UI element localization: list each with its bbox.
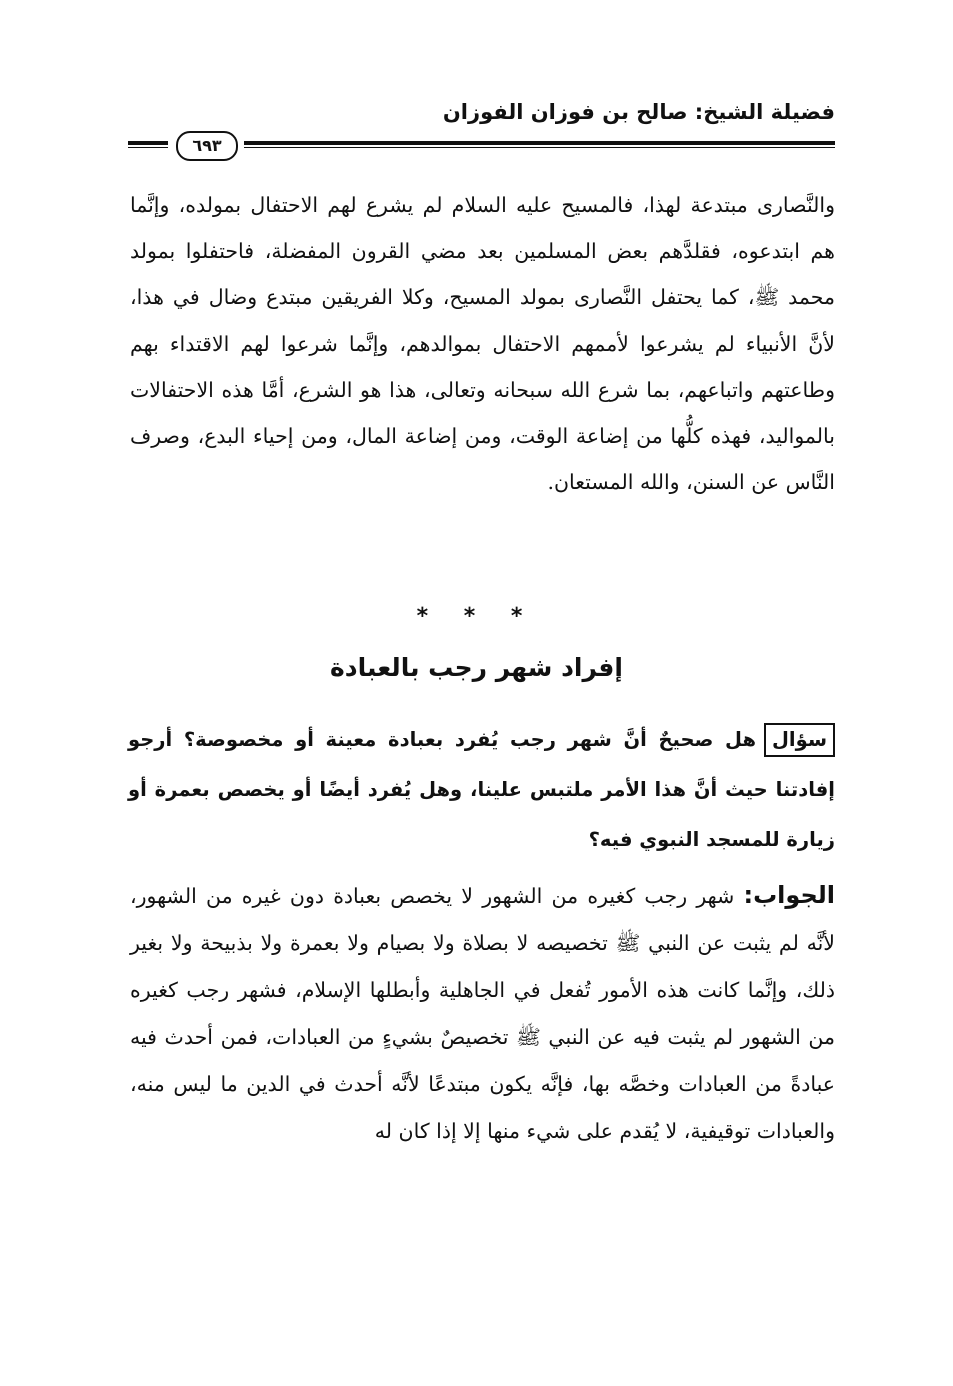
answer-text: شهر رجب كغيره من الشهور لا يخصص بعبادة دون غيره من الشهور، لأنَّه لم يثبت عن النبي ﷺ تخصيصه لا بصلاة ولا بصيام ولا بعمرة ولا بذبيحة ولا بغير ذلك، وإنَّما كانت هذه الأمور تُفعل في الجاهلية وأبطلها الإسلام، فشهر رجب كغيره من الشهور لم يثبت فيه عن النبي ﷺ تخصيصٌ بشيءٍ من العبادات، فمن أحدث فيه عبادةً من العبادات وخصَّه بها، فإنَّه يكون مبتدعًا لأنَّه أحدث في الدين ما ليس منه، والعبادات توقيفية، لا يُقدم على شيء منها إلا إذا كان له — [130, 884, 835, 1143]
section-title: إفراد شهر رجب بالعبادة — [330, 653, 623, 682]
section-separator: * * * — [416, 604, 537, 629]
page-number: ٦٩٣ — [176, 131, 238, 161]
question-block — [128, 715, 835, 865]
running-title: فضيلة الشيخ: صالح بن فوزان الفوزان — [442, 100, 835, 124]
question-text: هل صحيحٌ أنَّ شهر رجب يُفرد بعبادة معينة أو مخصوصة؟ أرجو إفادتنا حيث أنَّ هذا الأمر ملتبس علينا، وهل يُفرد أيضًا أو يخصص بعمرة أو زيارة للمسجد النبوي فيه؟ — [128, 728, 835, 851]
header-rule — [128, 131, 835, 161]
header-rule-long — [244, 141, 835, 148]
answer-label: الجواب: — [743, 881, 835, 909]
paragraph-mawlid: والنَّصارى مبتدعة لهذا، فالمسيح عليه السلام لم يشرع لهم الاحتفال بمولده، وإنَّما هم ابتدعوه، فقلدَّهم بعض المسلمين بعد مضي القرون المفضلة، فاحتفلوا بمولد محمد ﷺ، كما يحتفل النَّصارى بمولد المسيح، وكلا الفريقين مبتدع وضال في هذا، لأنَّ الأنبياء لم يشرعوا لأممهم الاحتفال بموالدهم، وإنَّما شرعوا لهم الاقتداء بهم وطاعتهم واتباعهم، بما شرع الله سبحانه وتعالى، هذا هو الشرع، أمَّا هذه الاحتفالات بالمواليد، فهذه كلُّها من إضاعة الوقت، ومن إضاعة المال، ومن إحياء البدع، وصرف النَّاس عن السنن، والله المستعان. — [130, 193, 835, 495]
answer-block — [130, 872, 835, 1155]
header-rule-short — [128, 141, 168, 148]
question-label: سؤال — [764, 723, 835, 757]
